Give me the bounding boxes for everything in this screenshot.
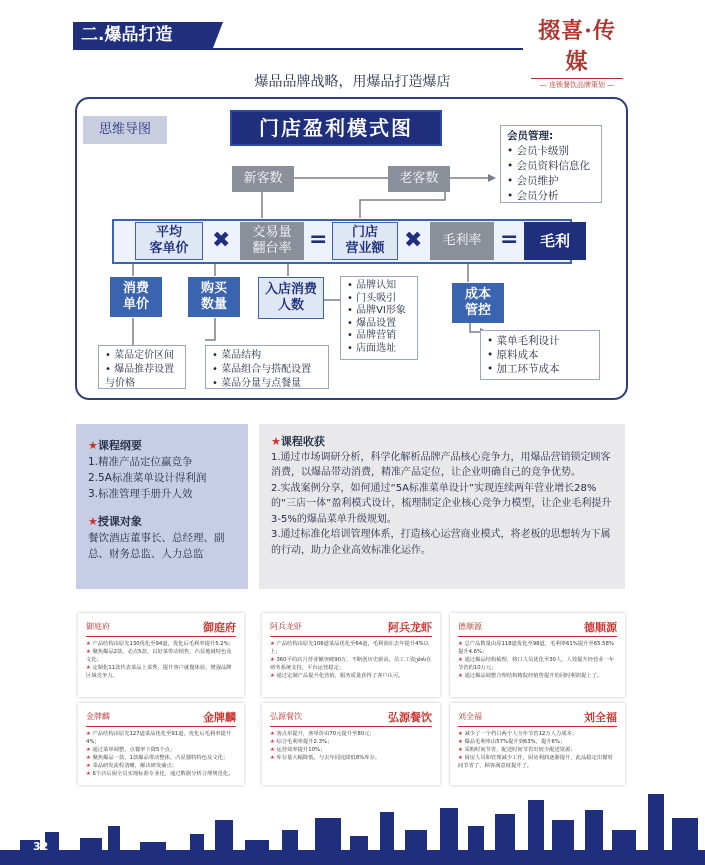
list-cost bbox=[480, 330, 600, 380]
brand-item: • 店面选址 bbox=[347, 343, 411, 356]
case-card bbox=[450, 613, 625, 697]
outline-heading bbox=[88, 438, 236, 454]
revenue-line2: 营业额 bbox=[345, 241, 385, 256]
card-item: ★ 通过爆品结构梳理，将口人员优化至30人，人效提升经营业一年节省约10万元； bbox=[458, 656, 617, 672]
card-header bbox=[270, 707, 432, 727]
consume-price-line2: 单价 bbox=[122, 297, 149, 312]
brand-item: • 品牌营销 bbox=[347, 330, 411, 343]
case-card bbox=[78, 613, 244, 697]
cost-line1: 成本 bbox=[464, 287, 491, 302]
cost-item: • 加工环节成本 bbox=[487, 362, 593, 376]
card-item: ★ 定制化11款代表菜品上菜秀，提升客户就餐体验，增强品牌区域竞争力。 bbox=[86, 664, 236, 680]
card-item: ★ 6个店后厨全员实现标准专业化，通过数据分析合理规范化。 bbox=[86, 770, 236, 778]
multiply-icon: ✖ bbox=[404, 228, 423, 253]
member-item: • 会员卡级别 bbox=[507, 144, 595, 159]
card-item: ★ 通过爆品调整合理结构精院经销售提升的同时利润提上了。 bbox=[458, 672, 617, 680]
mindmap-title: 门店盈利模式图 bbox=[230, 110, 442, 146]
consumers-line2: 人数 bbox=[277, 298, 304, 313]
node-new-customers: 新客数 bbox=[232, 166, 294, 192]
revenue-line1: 门店 bbox=[351, 225, 378, 240]
brand-item: • 门头吸引 bbox=[347, 293, 411, 306]
section-tag: 二.爆品打造 bbox=[73, 22, 213, 48]
gain-item: 2.实战案例分享，如何通过“5A标准菜单设计”实现连续两年营业增长28%的“三店一体”盈利模式设计，梳理制定企业核心竞争力模型，让企业毛利提升3-5%的爆品菜单升级规划。 bbox=[271, 482, 612, 525]
card-logo: 刘全福 bbox=[458, 712, 482, 721]
node-old-customers: 老客数 bbox=[388, 166, 450, 192]
node-cost-control bbox=[452, 283, 504, 323]
gain-item: 3.通过标准化培训管理体系，打造核心运营商业模式，将老板的思想转为下属的行动，助力企业高效标准化运作。 bbox=[271, 529, 611, 556]
node-avg-consumers bbox=[258, 277, 324, 319]
brand-item: • 爆品设置 bbox=[347, 318, 411, 331]
member-item: • 会员维护 bbox=[507, 174, 595, 189]
connector-cost-list bbox=[470, 322, 480, 332]
card-header bbox=[458, 707, 617, 727]
card-item: ★ 总产品数量由原118道优化至98道，毛利率61%提升至65.58%提升4.6%； bbox=[458, 640, 617, 656]
equals-icon: = bbox=[500, 227, 519, 252]
node-avg-price bbox=[135, 222, 203, 260]
card-logo: 德顺源 bbox=[458, 622, 482, 631]
turnover-line2: 翻台率 bbox=[252, 241, 292, 256]
card-name: 金牌麟 bbox=[203, 710, 236, 724]
skyline-decoration bbox=[0, 790, 705, 865]
list-pricing bbox=[98, 345, 186, 389]
node-buy-qty bbox=[188, 277, 240, 317]
card-item: ★ 客点单提升，客单价由70元提升至80元； bbox=[270, 730, 432, 738]
buy-qty-line2: 数量 bbox=[200, 297, 227, 312]
card-item: ★ 库存量大幅降低，与去年同比降低8%库存。 bbox=[270, 754, 432, 762]
consumers-line1: 入店消费 bbox=[264, 282, 317, 297]
card-item: ★ 通过定制产品提升化营销，服务质量获得了客户认可。 bbox=[270, 672, 432, 680]
member-item: • 会员分析 bbox=[507, 189, 595, 204]
gains-title: 课程收获 bbox=[280, 435, 325, 448]
course-outline-panel bbox=[76, 424, 248, 589]
avg-price-line2: 客单价 bbox=[149, 241, 189, 256]
case-card bbox=[262, 703, 440, 785]
cost-item: • 菜单毛利设计 bbox=[487, 334, 593, 348]
connector-qty-list bbox=[205, 318, 215, 340]
card-item: ★ 产品结构由原先127道菜品优化至91道，优化后毛利率提升4%； bbox=[86, 730, 236, 746]
structure-item: • 菜品分量与点餐量 bbox=[212, 377, 322, 391]
gain-item: 1.通过市场调研分析，科学化解析品牌产品核心竞争力，用爆品营销锁定顾客消费，以爆品带动消费，精准产品定位，让企业明确自己的竞争优势。 bbox=[271, 451, 611, 478]
multiply-icon: ✖ bbox=[212, 228, 231, 253]
course-gains-panel bbox=[259, 424, 625, 589]
outline-item: 1.精准产品定位赢竞争 bbox=[88, 456, 193, 468]
member-title: 会员管理: bbox=[507, 130, 554, 142]
outline-title: 课程纲要 bbox=[97, 439, 142, 452]
audience-heading bbox=[88, 514, 236, 530]
turnover-line1: 交易量 bbox=[252, 225, 292, 240]
audience-title: 授课对象 bbox=[97, 515, 142, 528]
card-item: ★ 360平的店月营业额突破90万，不断创历史新高，员工工资ების在财务系统支持，平台运营稳定； bbox=[270, 656, 432, 672]
node-gross-profit: 毛利 bbox=[524, 222, 586, 260]
member-item: • 会员资料信息化 bbox=[507, 159, 595, 174]
cost-line2: 管控 bbox=[464, 303, 491, 318]
node-consume-price bbox=[110, 277, 162, 317]
brand-item: • 品牌VI形象 bbox=[347, 305, 411, 318]
card-item: ★ 厨房人员和管理减少工作，厨房利润逐渐提升，此品稳定出餐时间节省了，顾客满意度提升了。 bbox=[458, 754, 617, 770]
star-icon: ★ bbox=[88, 515, 98, 528]
card-logo: 阿兵龙虾 bbox=[270, 622, 302, 631]
brand-item: • 品牌认知 bbox=[347, 280, 411, 293]
list-brand bbox=[340, 276, 418, 360]
equals-icon: = bbox=[309, 227, 328, 252]
card-item: ★ 采购时间节省，配送时间节省出较少配送资源； bbox=[458, 746, 617, 754]
card-item: ★ 通过菜单调整，点餐率下降5个点； bbox=[86, 746, 236, 754]
card-item: ★ 聚焦爆品2款，必点5款，以好菜带动销售，凸显地域特色及文化； bbox=[86, 648, 236, 664]
card-name: 阿兵龙虾 bbox=[388, 620, 432, 634]
buy-qty-line1: 购买 bbox=[200, 281, 227, 296]
card-item: ★ 菜品研发流程清晰，解决研发痛点； bbox=[86, 762, 236, 770]
avg-price-line1: 平均 bbox=[155, 225, 182, 240]
card-header bbox=[86, 707, 236, 727]
structure-item: • 菜品结构 bbox=[212, 349, 322, 363]
card-name: 御庭府 bbox=[203, 620, 236, 634]
card-item: ★ 减少了一个档口两个人全年节省12万人力成本； bbox=[458, 730, 617, 738]
brand-tagline: — 连锁餐饮品牌策划 — bbox=[531, 78, 623, 90]
mindmap-label: 思维导图 bbox=[83, 116, 167, 144]
page-headline: 爆品品牌战略，用爆品打造爆店 bbox=[254, 74, 451, 90]
case-card bbox=[450, 703, 625, 785]
card-item: ★ 产品结构由原先106道菜品优化至64道，毛利润在去年提升4%以上； bbox=[270, 640, 432, 656]
star-icon: ★ bbox=[271, 435, 281, 448]
outline-item: 2.5A标准菜单设计得利润 bbox=[88, 472, 207, 484]
case-card bbox=[78, 703, 244, 785]
gains-heading bbox=[271, 434, 613, 450]
card-header bbox=[86, 617, 236, 637]
card-item: ★ 综合毛利率提升2.3%； bbox=[270, 738, 432, 746]
pricing-item: • 菜品定价区间 bbox=[105, 349, 179, 363]
pricing-item: • 爆品推荐设置与价格 bbox=[105, 363, 179, 391]
star-icon: ★ bbox=[88, 439, 98, 452]
card-logo: 弘源餐饮 bbox=[270, 712, 302, 721]
card-item: ★ 聚焦爆品一款，1款爆品带动整体，凸显独特特色及文化； bbox=[86, 754, 236, 762]
node-gross-rate: 毛利率 bbox=[430, 222, 494, 260]
list-structure bbox=[205, 345, 329, 389]
card-name: 刘全福 bbox=[584, 710, 617, 724]
card-item: ★ 运营效率提升10%； bbox=[270, 746, 432, 754]
card-header bbox=[270, 617, 432, 637]
structure-item: • 菜品组合与搭配设置 bbox=[212, 363, 322, 377]
card-name: 弘源餐饮 bbox=[388, 710, 432, 724]
node-store-revenue bbox=[332, 222, 398, 260]
card-item: ★ 产品结构由原先130优化至94道，优化后毛利率提升5.2%； bbox=[86, 640, 236, 648]
page-number: 32 bbox=[33, 840, 49, 853]
card-name: 德顺源 bbox=[584, 620, 617, 634]
outline-item: 3.标准管理手册升人效 bbox=[88, 488, 193, 500]
card-logo: 御庭府 bbox=[86, 622, 110, 631]
card-header bbox=[458, 617, 617, 637]
card-item: ★ 爆品毛利率由57%提升到63%，提升6%； bbox=[458, 738, 617, 746]
card-logo: 金牌麟 bbox=[86, 712, 110, 721]
audience-text: 餐饮酒店董事长、总经理、副总、财务总监、人力总监 bbox=[88, 532, 225, 560]
node-turnover bbox=[240, 222, 304, 260]
list-member bbox=[500, 125, 602, 203]
cost-item: • 原料成本 bbox=[487, 348, 593, 362]
brand-name: 掇喜·传媒 bbox=[538, 18, 616, 75]
case-card bbox=[262, 613, 440, 697]
consume-price-line1: 消费 bbox=[122, 281, 149, 296]
